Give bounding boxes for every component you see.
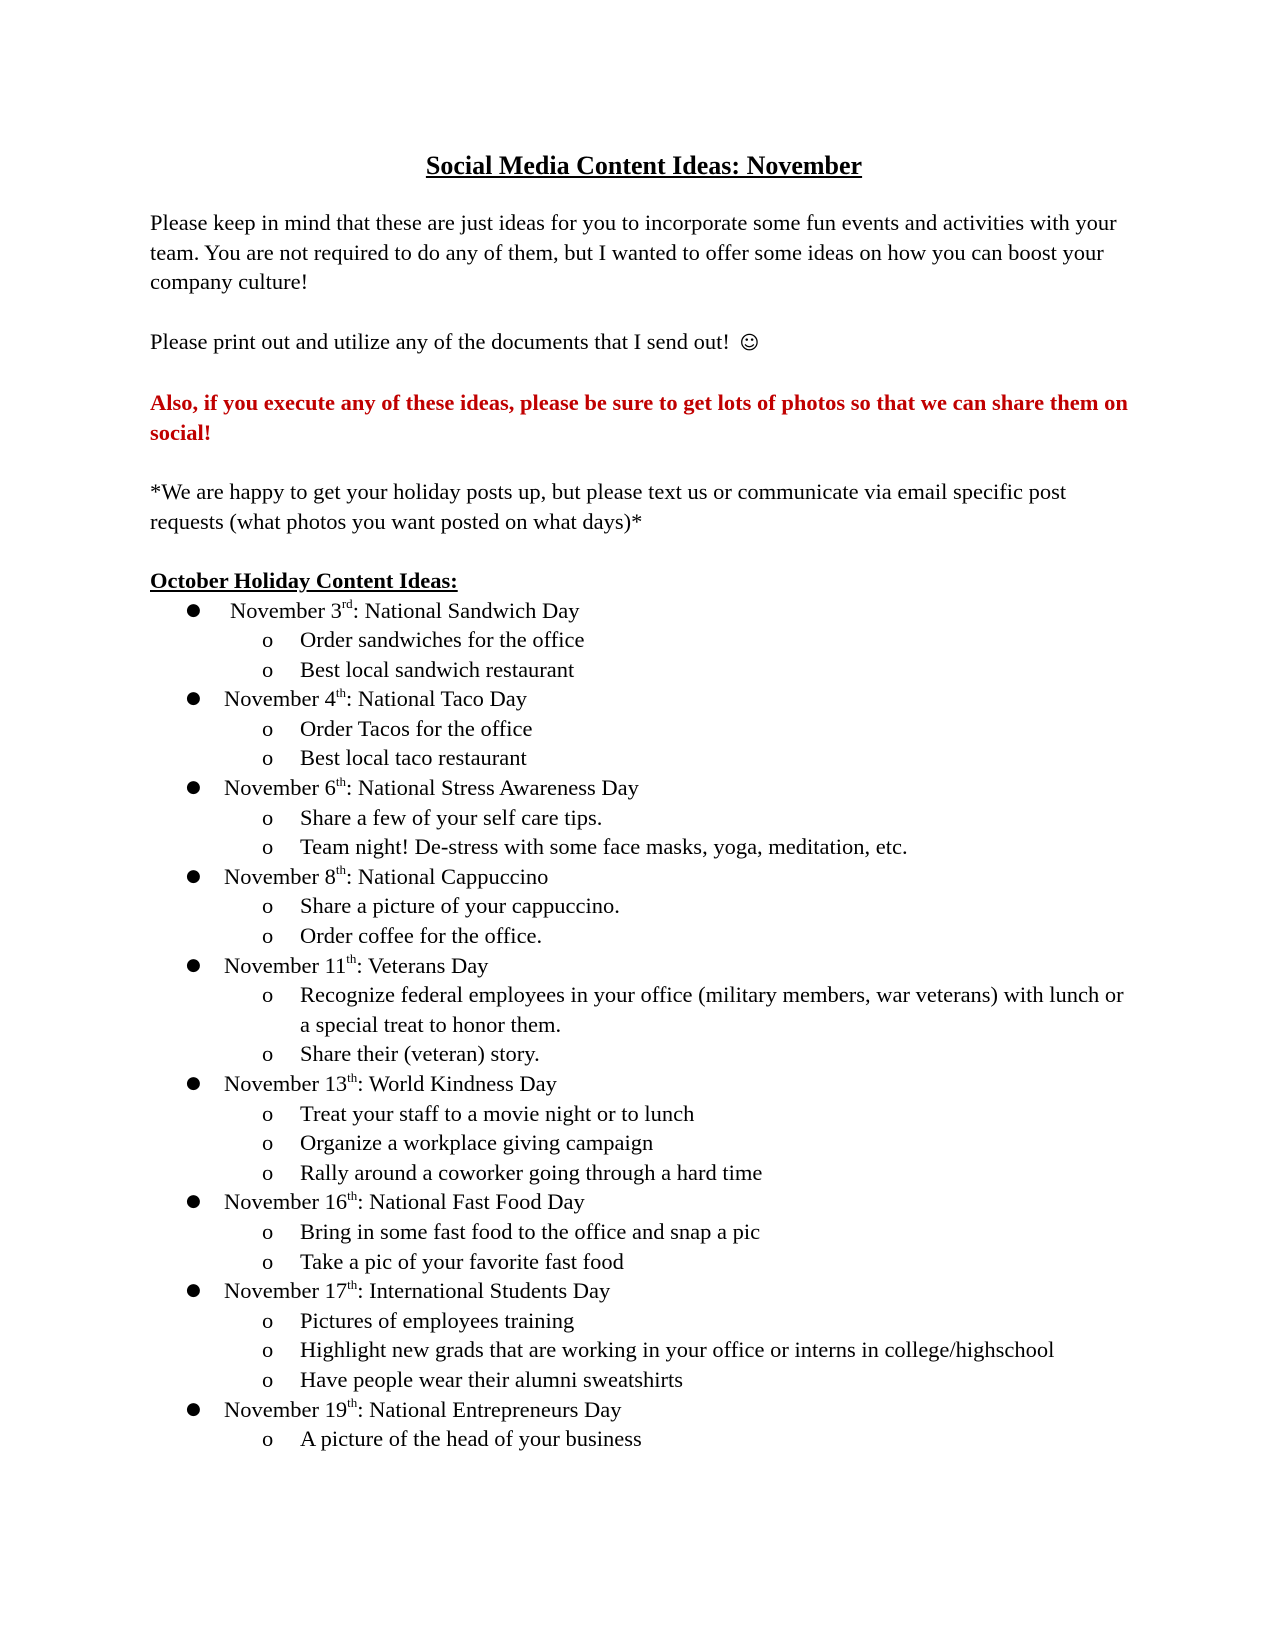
idea-item	[150, 980, 1130, 1039]
sub-bullet-icon: o	[262, 745, 274, 771]
idea-item	[150, 743, 1130, 773]
bullet-icon: ●	[186, 599, 201, 620]
sub-bullet-icon: o	[262, 923, 274, 949]
event-name: : International Students Day	[357, 1278, 611, 1304]
idea-text: Organize a workplace giving campaign	[300, 1130, 654, 1156]
event-item	[150, 773, 1130, 862]
print-paragraph	[150, 327, 1130, 359]
event-date: November 19	[224, 1396, 348, 1422]
smiley-icon: ☺	[739, 331, 760, 354]
bullet-icon: ●	[186, 1280, 201, 1301]
bullet-icon: ●	[186, 865, 201, 886]
sub-bullet-icon: o	[262, 893, 274, 919]
photos-paragraph: Also, if you execute any of these ideas, please be sure to get lots of photos so that we can share them on social!	[150, 390, 1128, 445]
event-title	[224, 864, 548, 889]
idea-item	[150, 1424, 1130, 1454]
idea-text: Best local taco restaurant	[300, 745, 527, 771]
idea-text: Have people wear their alumni sweatshirts	[300, 1366, 683, 1392]
event-date: November 8	[224, 863, 336, 889]
event-date-suffix: th	[346, 951, 357, 967]
sub-bullet-icon: o	[262, 1100, 274, 1126]
sub-bullet-icon: o	[262, 656, 274, 682]
idea-text: A picture of the head of your business	[300, 1426, 642, 1452]
event-item	[150, 1187, 1130, 1276]
idea-item	[150, 1158, 1130, 1188]
event-item	[150, 951, 1130, 1069]
event-date-suffix: th	[335, 684, 346, 700]
idea-text: Order Tacos for the office	[300, 715, 533, 741]
bullet-icon: ●	[186, 777, 201, 798]
idea-text: Treat your staff to a movie night or to lunch	[300, 1100, 695, 1126]
event-title	[224, 953, 488, 978]
idea-item	[150, 1335, 1130, 1365]
intro-paragraph: Please keep in mind that these are just ideas for you to incorporate some fun events and activities with your team. You are not required to do any of them, but I wanted to offer some ideas on how you can boost your company culture!	[150, 210, 1117, 294]
event-item	[150, 1276, 1130, 1394]
sub-bullet-icon: o	[262, 715, 274, 741]
event-date: November 3	[230, 597, 342, 623]
event-date: November 16	[224, 1189, 348, 1215]
event-item	[150, 1069, 1130, 1187]
idea-text: Best local sandwich restaurant	[300, 656, 575, 682]
sub-bullet-icon: o	[262, 1307, 274, 1333]
idea-item	[150, 714, 1130, 744]
event-title	[224, 1397, 622, 1422]
bullet-icon: ●	[186, 1191, 201, 1212]
idea-item	[150, 1365, 1130, 1395]
event-date: November 13	[224, 1071, 348, 1096]
event-name: : National Cappuccino	[345, 863, 549, 889]
event-ideas-list	[224, 891, 1130, 950]
event-date: November 4	[224, 686, 336, 712]
bullet-icon: ●	[186, 1073, 201, 1093]
idea-item	[150, 1247, 1130, 1277]
idea-item	[150, 803, 1130, 833]
event-title	[224, 1071, 557, 1096]
sub-bullet-icon: o	[262, 1337, 274, 1363]
event-date: November 11	[224, 952, 347, 978]
idea-item	[150, 1099, 1130, 1129]
sub-bullet-icon: o	[262, 1426, 274, 1452]
sub-bullet-icon: o	[262, 834, 274, 860]
section-heading: October Holiday Content Ideas:	[150, 568, 458, 593]
event-date-suffix: th	[347, 1276, 358, 1292]
idea-item	[150, 832, 1130, 862]
event-name: : National Fast Food Day	[357, 1189, 585, 1215]
sub-bullet-icon: o	[262, 1159, 274, 1185]
idea-text: Order sandwiches for the office	[300, 627, 585, 653]
print-text: Please print out and utilize any of the documents that I send out!	[150, 328, 730, 354]
sub-bullet-icon: o	[262, 804, 274, 830]
event-ideas-list	[224, 1099, 1130, 1188]
idea-item	[150, 1306, 1130, 1336]
document-page	[150, 150, 1130, 1454]
event-ideas-list	[224, 1424, 1130, 1454]
page-title: Social Media Content Ideas: November	[425, 151, 863, 180]
event-date-suffix: rd	[341, 596, 353, 611]
idea-text: Order coffee for the office.	[300, 923, 543, 949]
bullet-icon: ●	[186, 954, 201, 975]
idea-item	[150, 891, 1130, 921]
sub-bullet-icon: o	[262, 1218, 274, 1244]
sub-bullet-icon: o	[262, 1041, 274, 1067]
event-ideas-list	[224, 1306, 1130, 1395]
event-item	[150, 684, 1130, 773]
event-title	[224, 686, 527, 711]
event-name: : World Kindness Day	[357, 1071, 557, 1096]
idea-text: Share their (veteran) story.	[300, 1041, 540, 1067]
event-ideas-list	[224, 803, 1130, 862]
event-name: : National Entrepreneurs Day	[357, 1396, 622, 1422]
sub-bullet-icon: o	[262, 1130, 274, 1156]
idea-text: Bring in some fast food to the office and snap a pic	[300, 1218, 761, 1244]
holiday-posts-paragraph: *We are happy to get your holiday posts up, but please text us or communicate via email specific post requests (what photos you want posted on what days)*	[150, 479, 1067, 534]
sub-bullet-icon: o	[262, 1366, 274, 1392]
idea-item	[150, 921, 1130, 951]
event-ideas-list	[224, 714, 1130, 773]
event-ideas-list	[224, 1217, 1130, 1276]
sub-bullet-icon: o	[262, 1248, 274, 1274]
idea-item	[150, 1128, 1130, 1158]
idea-text: Share a picture of your cappuccino.	[300, 893, 620, 919]
event-ideas-list	[224, 980, 1130, 1069]
idea-text: Take a pic of your favorite fast food	[300, 1248, 624, 1274]
event-date-suffix: th	[347, 1069, 358, 1085]
event-date-suffix: th	[347, 1187, 358, 1203]
event-item	[150, 596, 1130, 685]
event-name: : Veterans Day	[356, 952, 489, 978]
event-date-suffix: th	[347, 1395, 358, 1411]
event-date-suffix: th	[335, 773, 346, 789]
event-date-suffix: th	[335, 862, 346, 878]
idea-text: Team night! De-stress with some face masks, yoga, meditation, etc.	[300, 834, 908, 860]
event-title	[224, 1278, 610, 1303]
event-item	[150, 862, 1130, 951]
sub-bullet-icon: o	[262, 982, 274, 1008]
idea-text: Recognize federal employees in your office (military members, war veterans) with lunch or a special treat to honor them.	[300, 982, 1124, 1037]
event-item	[150, 1395, 1130, 1454]
idea-text: Share a few of your self care tips.	[300, 804, 603, 830]
event-name: : National Sandwich Day	[352, 597, 580, 623]
idea-item	[150, 655, 1130, 685]
idea-text: Pictures of employees training	[300, 1307, 575, 1333]
bullet-icon: ●	[186, 1398, 201, 1419]
idea-item	[150, 625, 1130, 655]
event-ideas-list	[224, 625, 1130, 684]
event-name: : National Taco Day	[345, 686, 528, 712]
idea-text: Rally around a coworker going through a hard time	[300, 1159, 763, 1185]
idea-item	[150, 1217, 1130, 1247]
idea-text: Highlight new grads that are working in your office or interns in college/highschool	[300, 1337, 1055, 1363]
idea-item	[150, 1039, 1130, 1069]
event-title	[224, 1189, 585, 1214]
event-name: : National Stress Awareness Day	[345, 775, 639, 801]
sub-bullet-icon: o	[262, 627, 274, 653]
event-date: November 6	[224, 775, 336, 801]
event-title	[224, 775, 639, 800]
events-list	[150, 596, 1130, 1454]
event-title	[230, 598, 580, 623]
bullet-icon: ●	[186, 688, 201, 709]
event-date: November 17	[224, 1278, 348, 1304]
